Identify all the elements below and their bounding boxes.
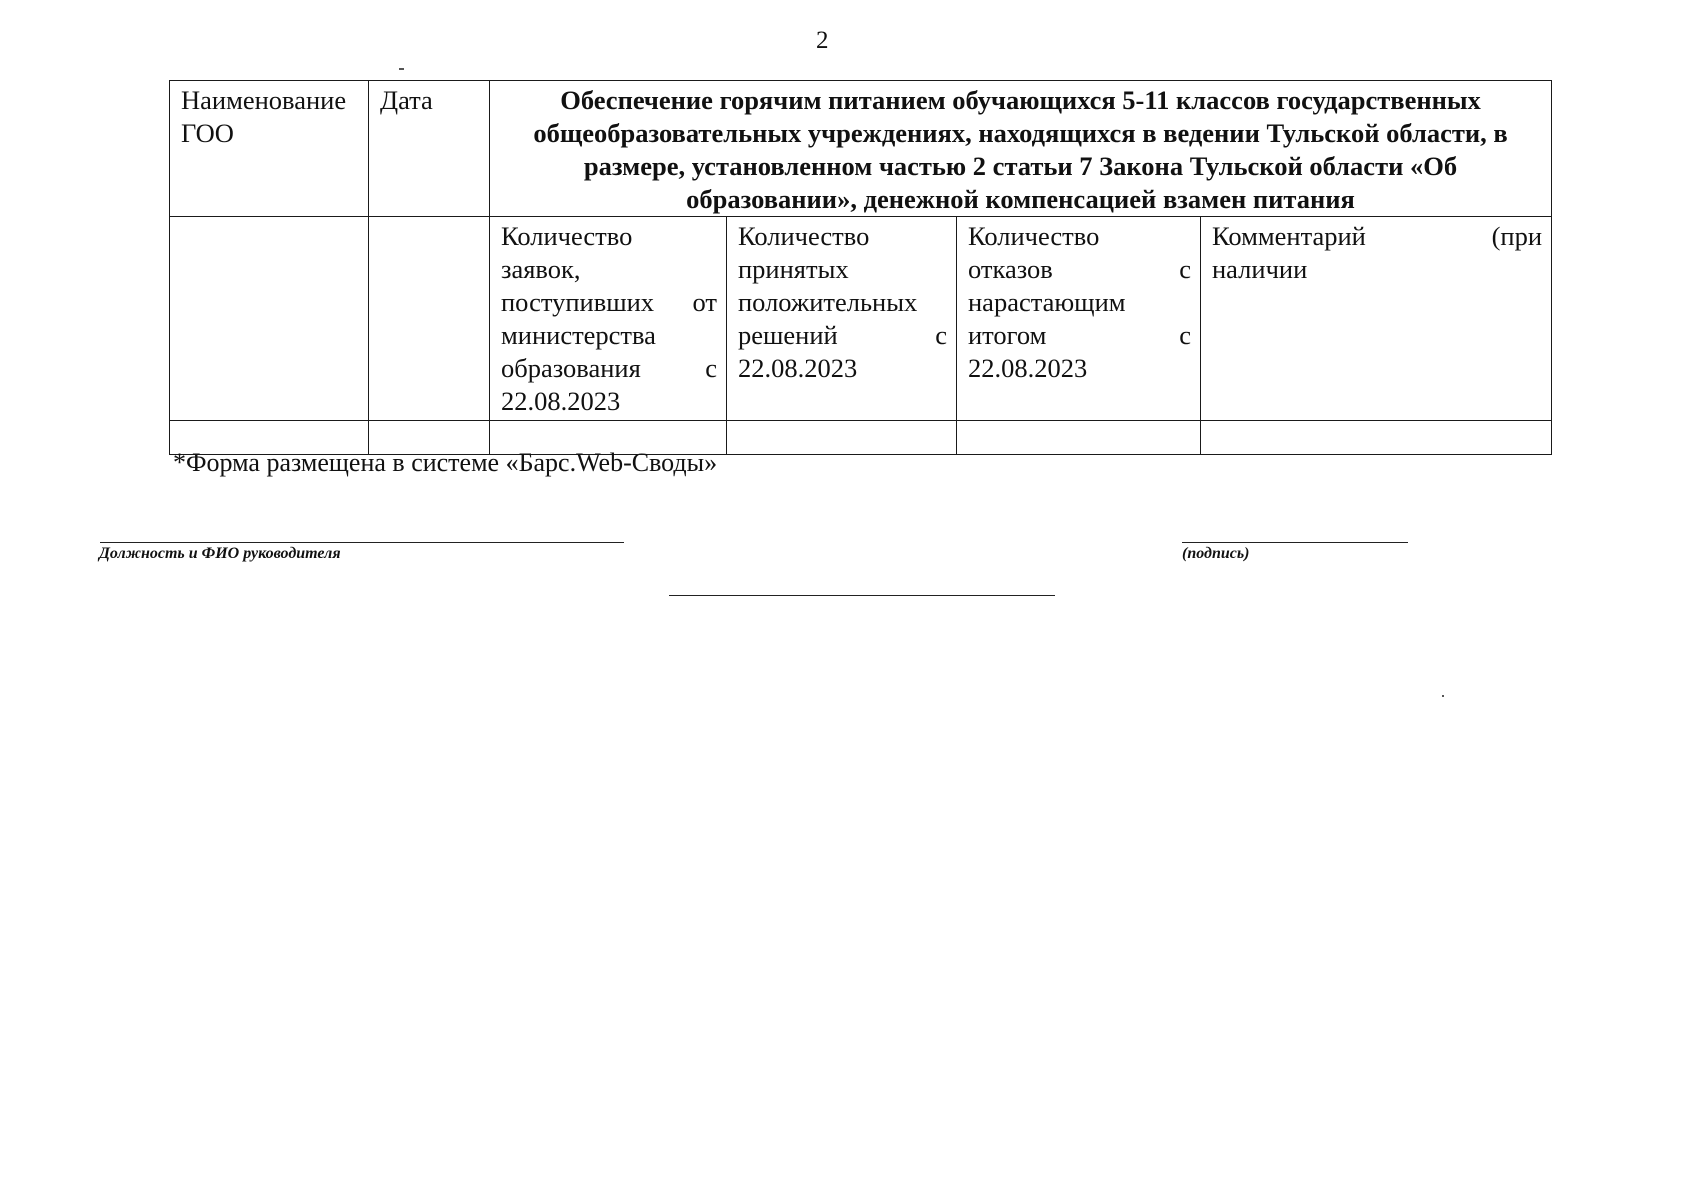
header-cell-name: Наименование ГОО — [170, 81, 369, 217]
subheader-comment-text — [1212, 220, 1542, 286]
text-line: решений с — [738, 320, 947, 350]
position-signature-line — [100, 542, 624, 543]
empty-cell — [957, 421, 1201, 455]
table-subheader-row — [170, 217, 1552, 421]
bottom-separator-line — [669, 595, 1055, 596]
text-line: положительных — [738, 287, 918, 317]
text-line: Количество — [738, 221, 870, 251]
signature-line — [1182, 542, 1408, 543]
empty-cell — [369, 217, 490, 421]
text-line: Комментарий (при — [1212, 221, 1543, 251]
page-number: 2 — [816, 27, 829, 54]
header-cell-title: Обеспечение горячим питанием обучающихся 5-11 классов государственных общеобразовательных учреждениях, находящихся в ведении Тульской области, в размере, установленном частью 2 статьи 7 Закона Тульской области «Об образовании», денежной компенсацией взамен питания — [490, 81, 1552, 217]
text-line: отказов с — [968, 254, 1191, 284]
text-line: нарастающим — [968, 287, 1126, 317]
empty-cell — [1201, 421, 1552, 455]
position-caption: Должность и ФИО руководителя — [99, 545, 341, 562]
scan-speck — [399, 68, 404, 70]
text-line: министерства — [501, 320, 656, 350]
subheader-positive-decisions-text — [738, 220, 947, 385]
empty-cell — [170, 217, 369, 421]
text-line: 22.08.2023 — [501, 386, 621, 416]
text-line: Количество — [968, 221, 1100, 251]
text-line: итогом с — [968, 320, 1191, 350]
text-line: принятых — [738, 254, 849, 284]
footnote: *Форма размещена в системе «Барс.Web-Своды» — [173, 448, 718, 477]
subheader-refusals-text — [968, 220, 1191, 385]
text-line: 22.08.2023 — [738, 353, 858, 383]
text-line: Количество — [501, 221, 633, 251]
scan-speck — [1442, 695, 1444, 697]
subheader-positive-decisions — [727, 217, 957, 421]
empty-cell — [727, 421, 957, 455]
text-line: поступивших от — [501, 287, 717, 317]
table-header-row — [170, 81, 1552, 217]
text-line: 22.08.2023 — [968, 353, 1088, 383]
subheader-applications-text — [501, 220, 717, 418]
text-line: образования с — [501, 353, 717, 383]
subheader-applications — [490, 217, 727, 421]
subheader-refusals — [957, 217, 1201, 421]
text-line: наличии — [1212, 254, 1308, 284]
text-line: заявок, — [501, 254, 581, 284]
header-cell-date: Дата — [369, 81, 490, 217]
report-table — [169, 80, 1552, 455]
subheader-comment — [1201, 217, 1552, 421]
signature-caption: (подпись) — [1182, 545, 1250, 562]
